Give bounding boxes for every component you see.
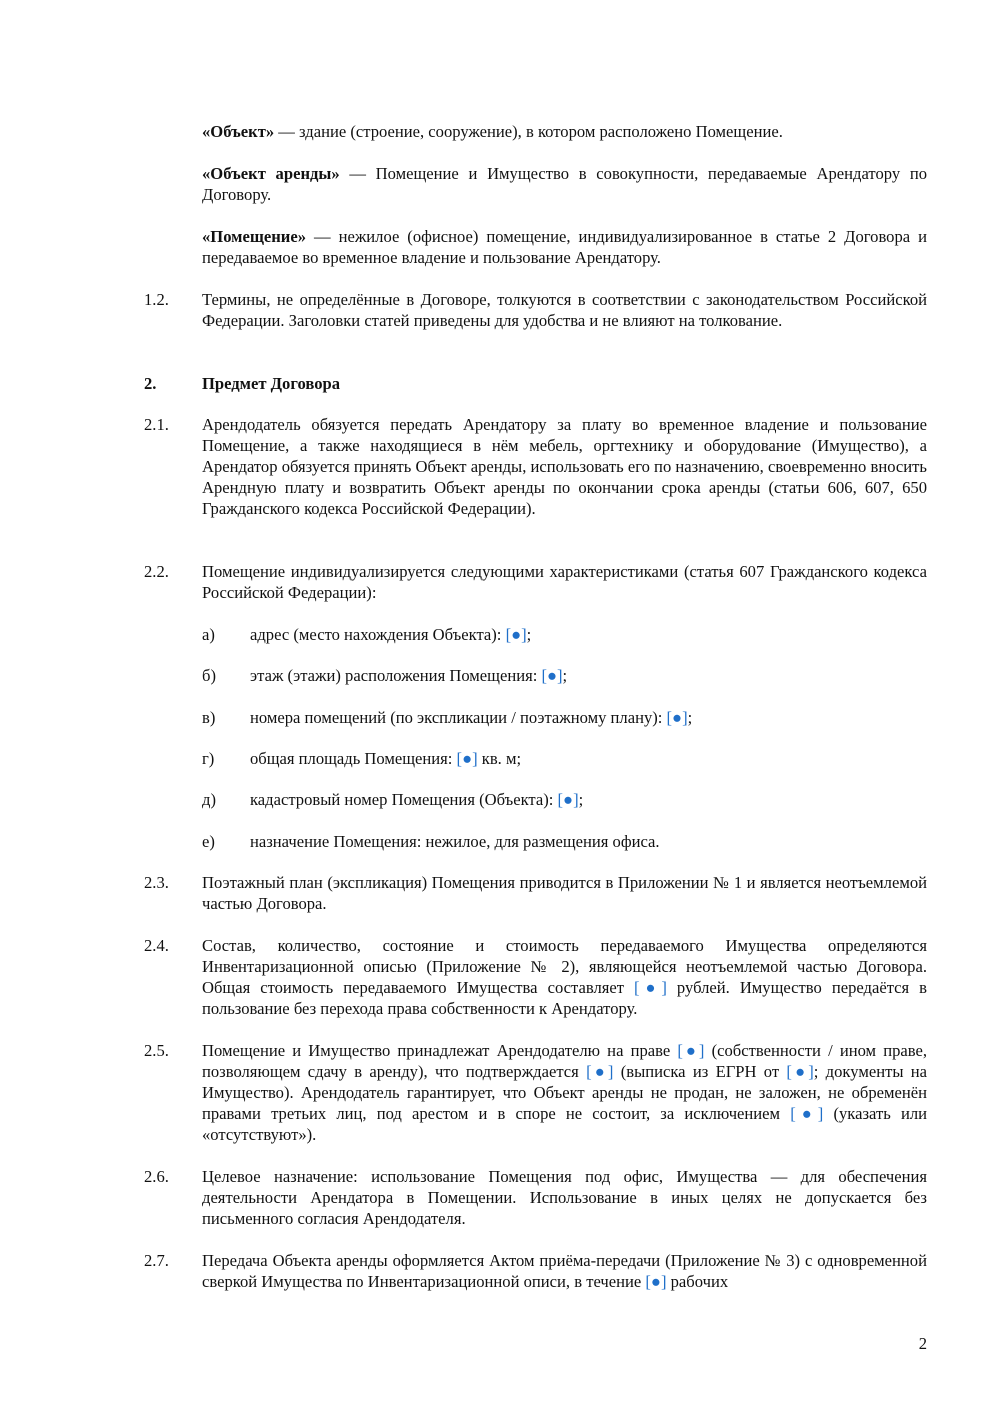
placeholder-marker: [●]	[666, 708, 688, 727]
placeholder-marker: [●]	[634, 978, 667, 997]
clause-2-7-text: Передача Объекта аренды оформляется Актом приёма-передачи (Приложение № 3) с одновременной сверкой Имущества по Инвентаризационной описи, в течение [●] рабочих	[202, 1251, 927, 1291]
clause-2-6-text: Целевое назначение: использование Помещения под офис, Имущества — для обеспечения деятельности Арендатора в Помещении. Использование в иных целях не допускается без письменного согласия Арендодателя.	[202, 1167, 927, 1228]
clause-number: 1.2.	[144, 290, 169, 309]
clause-number: 2.7.	[144, 1251, 169, 1270]
clause-2-2-text: Помещение индивидуализируется следующими характеристиками (статья 607 Гражданского кодекса Российской Федерации):	[202, 562, 927, 602]
list-item-letter: е)	[202, 832, 215, 851]
list-item-letter: г)	[202, 749, 215, 768]
clause-number: 2.3.	[144, 873, 169, 892]
list-item: номера помещений (по экспликации / поэтажному плану): [●];	[250, 708, 693, 727]
list-item: назначение Помещения: нежилое, для размещения офиса.	[250, 832, 660, 851]
list-item: кадастровый номер Помещения (Объекта): [●];	[250, 790, 584, 809]
placeholder-marker: [●]	[557, 790, 579, 809]
definition-object: «Объект» — здание (строение, сооружение), в котором расположено Помещение.	[202, 122, 783, 141]
section-title: Предмет Договора	[202, 374, 341, 393]
clause-2-1-text: Арендодатель обязуется передать Арендатору за плату во временное владение и пользование Помещение, а также находящиеся в нём мебель, оргтехнику и оборудование (Имущество), а Арендатор обязуется принять Объект аренды, использовать его по назначению, своевременно вносить Арендную плату и возвратить Объект аренды по окончании срока аренды (статьи 606, 607, 650 Гражданского кодекса Российской Федерации).	[202, 415, 927, 518]
placeholder-marker: [●]	[677, 1041, 705, 1060]
placeholder-marker: [●]	[786, 1062, 814, 1081]
list-item: общая площадь Помещения: [●] кв. м;	[250, 749, 522, 768]
list-item-letter: в)	[202, 708, 216, 727]
clause-number: 2.5.	[144, 1041, 169, 1060]
definition-premises: «Помещение» — нежилое (офисное) помещение, индивидуализированное в статье 2 Договора и передаваемое во временное владение и пользование Арендатору.	[202, 227, 927, 267]
placeholder-marker: [●]	[586, 1062, 614, 1081]
placeholder-marker: [●]	[541, 666, 563, 685]
definition-lease-object: «Объект аренды» — Помещение и Имущество в совокупности, передаваемые Арендатору по Договору.	[202, 164, 927, 204]
list-item-letter: а)	[202, 625, 215, 644]
clause-number: 2.4.	[144, 936, 169, 955]
list-item-letter: б)	[202, 666, 216, 685]
placeholder-marker: [●]	[505, 625, 527, 644]
clause-1-2-text: Термины, не определённые в Договоре, толкуются в соответствии с законодательством Российской Федерации. Заголовки статей приведены для удобства и не влияют на толкование.	[202, 290, 927, 330]
clause-2-5-text: Помещение и Имущество принадлежат Арендодателю на праве [●] (собственности / ином праве, позволяющем сдачу в аренду), что подтверждается [●] (выписка из ЕГРН от [●]; документы на Имущество). Арендодатель гарантирует, что Объект аренды не продан, не заложен, не обременён правами третьих лиц, под арестом и в споре не состоит, за исключением [●] (указать или «отсутствуют»).	[202, 1041, 928, 1144]
list-item: этаж (этажи) расположения Помещения: [●];	[250, 666, 568, 685]
list-item: адрес (место нахождения Объекта): [●];	[250, 625, 532, 644]
placeholder-marker: [●]	[456, 749, 478, 768]
clause-number: 2.2.	[144, 562, 169, 581]
page-number: 2	[918, 1334, 927, 1353]
placeholder-marker: [●]	[645, 1272, 667, 1291]
clause-number: 2.1.	[144, 415, 169, 434]
list-item-letter: д)	[202, 790, 216, 809]
placeholder-marker: [●]	[790, 1104, 824, 1123]
section-number: 2.	[144, 374, 157, 393]
clause-number: 2.6.	[144, 1167, 169, 1186]
clause-2-3-text: Поэтажный план (экспликация) Помещения приводится в Приложении № 1 и является неотъемлемой частью Договора.	[202, 873, 927, 913]
clause-2-4-text: Состав, количество, состояние и стоимость передаваемого Имущества определяются Инвентаризационной описью (Приложение № 2), являющейся неотъемлемой частью Договора. Общая стоимость передаваемого Имущества составляет [●] рублей. Имущество передаётся в пользование без перехода права собственности к Арендатору.	[202, 936, 928, 1018]
